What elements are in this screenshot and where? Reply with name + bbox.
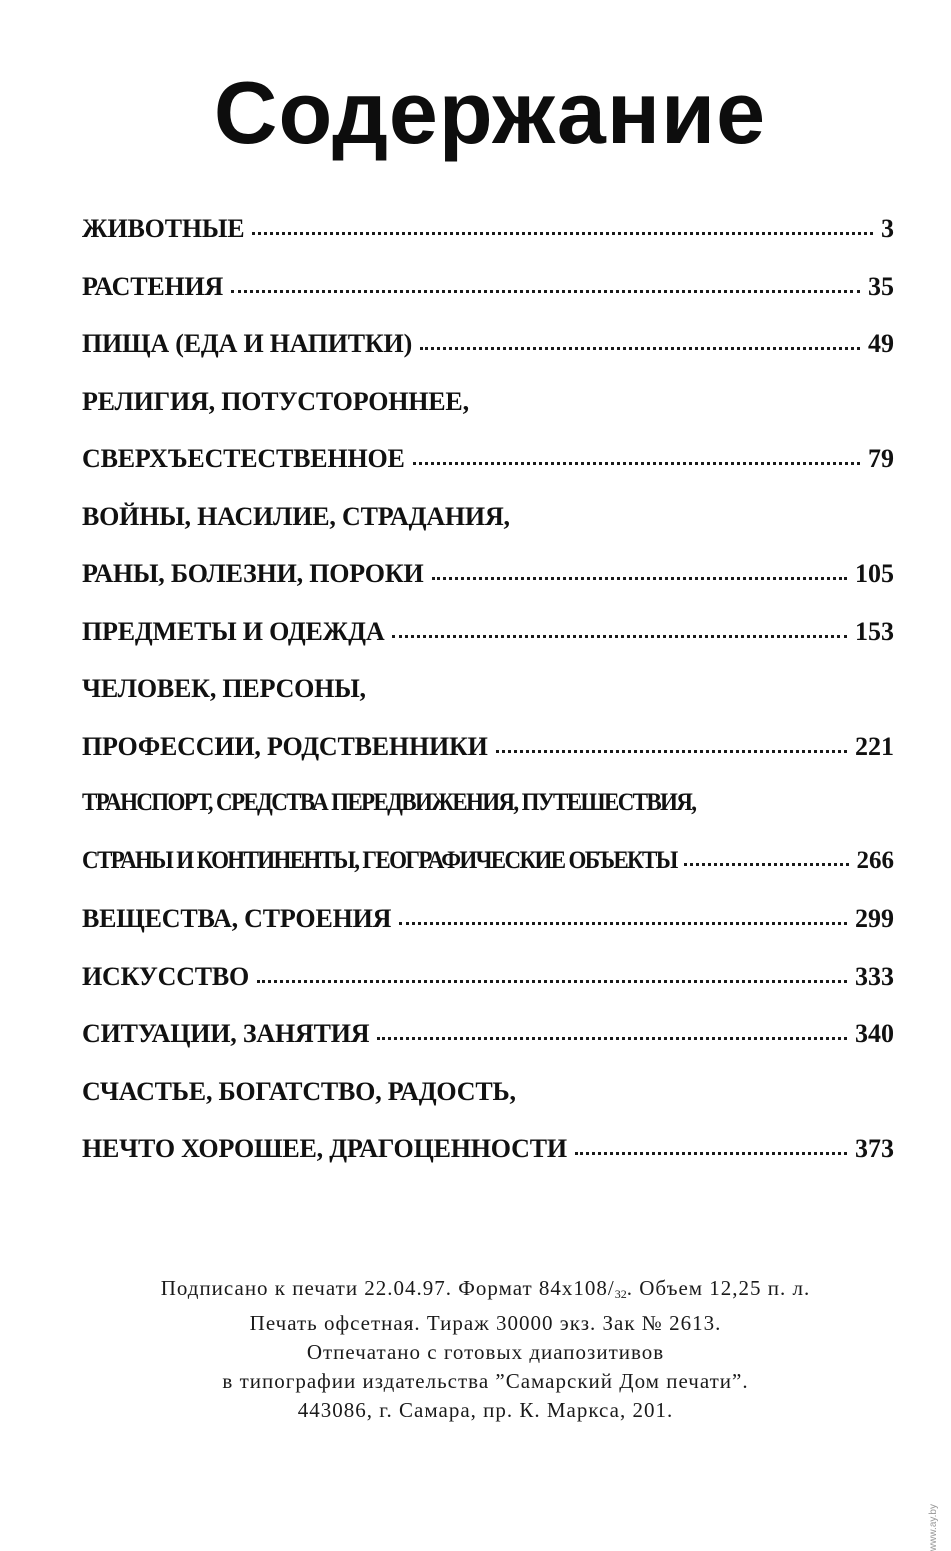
toc-entry-page: 340	[855, 1019, 894, 1048]
toc-entry-page: 266	[856, 846, 894, 874]
toc-entry	[82, 962, 894, 1020]
toc-leader-dots	[231, 290, 860, 293]
toc-entry-continued	[82, 502, 894, 560]
toc-entry-label: СВЕРХЪЕСТЕСТВЕННОЕ	[82, 444, 405, 473]
toc-entry	[82, 444, 894, 502]
toc-entry-label: ЧЕЛОВЕК, ПЕРСОНЫ,	[82, 674, 366, 703]
toc-entry-label: РАНЫ, БОЛЕЗНИ, ПОРОКИ	[82, 559, 424, 588]
toc-entry-label: ВОЙНЫ, НАСИЛИЕ, СТРАДАНИЯ,	[82, 501, 510, 531]
toc-entry-label: РАСТЕНИЯ	[82, 271, 224, 301]
table-of-contents	[82, 214, 894, 1192]
toc-entry-continued	[82, 1077, 894, 1135]
toc-entry-label: НЕЧТО ХОРОШЕЕ, ДРАГОЦЕННОСТИ	[82, 1134, 567, 1163]
toc-entry-label: ТРАНСПОРТ, СРЕДСТВА ПЕРЕДВИЖЕНИЯ, ПУТЕШЕСТВИЯ,	[82, 789, 696, 816]
toc-leader-dots	[575, 1152, 847, 1155]
toc-leader-dots	[684, 863, 848, 866]
toc-entry	[82, 329, 894, 387]
toc-entry	[82, 847, 894, 905]
toc-leader-dots	[496, 750, 847, 753]
toc-entry-label: ПИЩА (ЕДА И НАПИТКИ)	[82, 329, 413, 358]
imprint-line: Отпечатано с готовых диапозитивов	[306, 1340, 665, 1364]
imprint-text: . Объем 12,25 п. л.	[626, 1276, 811, 1300]
toc-entry-page: 153	[855, 616, 894, 646]
toc-entry	[82, 1019, 894, 1077]
toc-entry	[82, 214, 894, 272]
imprint-line: в типографии издательства ”Самарский Дом печати”.	[222, 1369, 749, 1393]
imprint-block	[0, 1274, 951, 1425]
toc-entry-label: ИСКУССТВО	[82, 961, 250, 991]
toc-entry-page: 79	[868, 444, 894, 473]
imprint-line: Печать офсетная. Тираж 30000 экз. Зак № 2613.	[249, 1311, 722, 1335]
toc-entry-label: ПРЕДМЕТЫ И ОДЕЖДА	[82, 616, 385, 646]
toc-entry	[82, 559, 894, 617]
toc-leader-dots	[413, 462, 860, 465]
toc-entry-continued	[82, 387, 894, 445]
toc-entry-label: СЧАСТЬЕ, БОГАТСТВО, РАДОСТЬ,	[82, 1076, 516, 1106]
imprint-line	[0, 1274, 951, 1309]
toc-entry-continued	[82, 674, 894, 732]
imprint-text: Подписано к печати 22.04.97. Формат 84х108/	[160, 1276, 615, 1300]
toc-entry	[82, 732, 894, 790]
toc-leader-dots	[392, 635, 847, 638]
toc-entry-page: 221	[855, 731, 894, 761]
toc-leader-dots	[432, 577, 847, 580]
toc-entry-page: 105	[855, 559, 894, 588]
toc-leader-dots	[252, 232, 873, 235]
toc-entry-page: 35	[868, 271, 894, 301]
toc-entry-label: СИТУАЦИИ, ЗАНЯТИЯ	[82, 1019, 370, 1048]
toc-entry	[82, 617, 894, 675]
toc-entry-page: 3	[881, 214, 894, 243]
toc-entry-label: ЖИВОТНЫЕ	[82, 214, 245, 243]
toc-leader-dots	[377, 1037, 847, 1040]
toc-entry-continued	[82, 789, 894, 847]
page-title: Содержание	[213, 63, 767, 162]
toc-entry-label: ВЕЩЕСТВА, СТРОЕНИЯ	[82, 904, 392, 933]
toc-entry-page: 49	[868, 329, 894, 358]
toc-entry-label: РЕЛИГИЯ, ПОТУСТОРОННЕЕ,	[82, 386, 469, 416]
toc-entry	[82, 904, 894, 962]
toc-leader-dots	[420, 347, 860, 350]
imprint-format-subscript: 32	[614, 1287, 627, 1301]
toc-entry	[82, 1134, 894, 1192]
imprint-line: 443086, г. Самара, пр. К. Маркса, 201.	[297, 1398, 674, 1422]
toc-entry-page: 373	[855, 1134, 894, 1163]
toc-entry-label: ПРОФЕССИИ, РОДСТВЕННИКИ	[82, 731, 488, 761]
toc-entry-label: СТРАНЫ И КОНТИНЕНТЫ, ГЕОГРАФИЧЕСКИЕ ОБЪЕКТЫ	[82, 846, 677, 874]
toc-entry-page: 333	[855, 961, 894, 991]
toc-leader-dots	[257, 980, 847, 983]
watermark: www.ay.by	[928, 1504, 939, 1551]
toc-entry-page: 299	[855, 904, 894, 933]
toc-entry	[82, 272, 894, 330]
toc-leader-dots	[399, 922, 847, 925]
